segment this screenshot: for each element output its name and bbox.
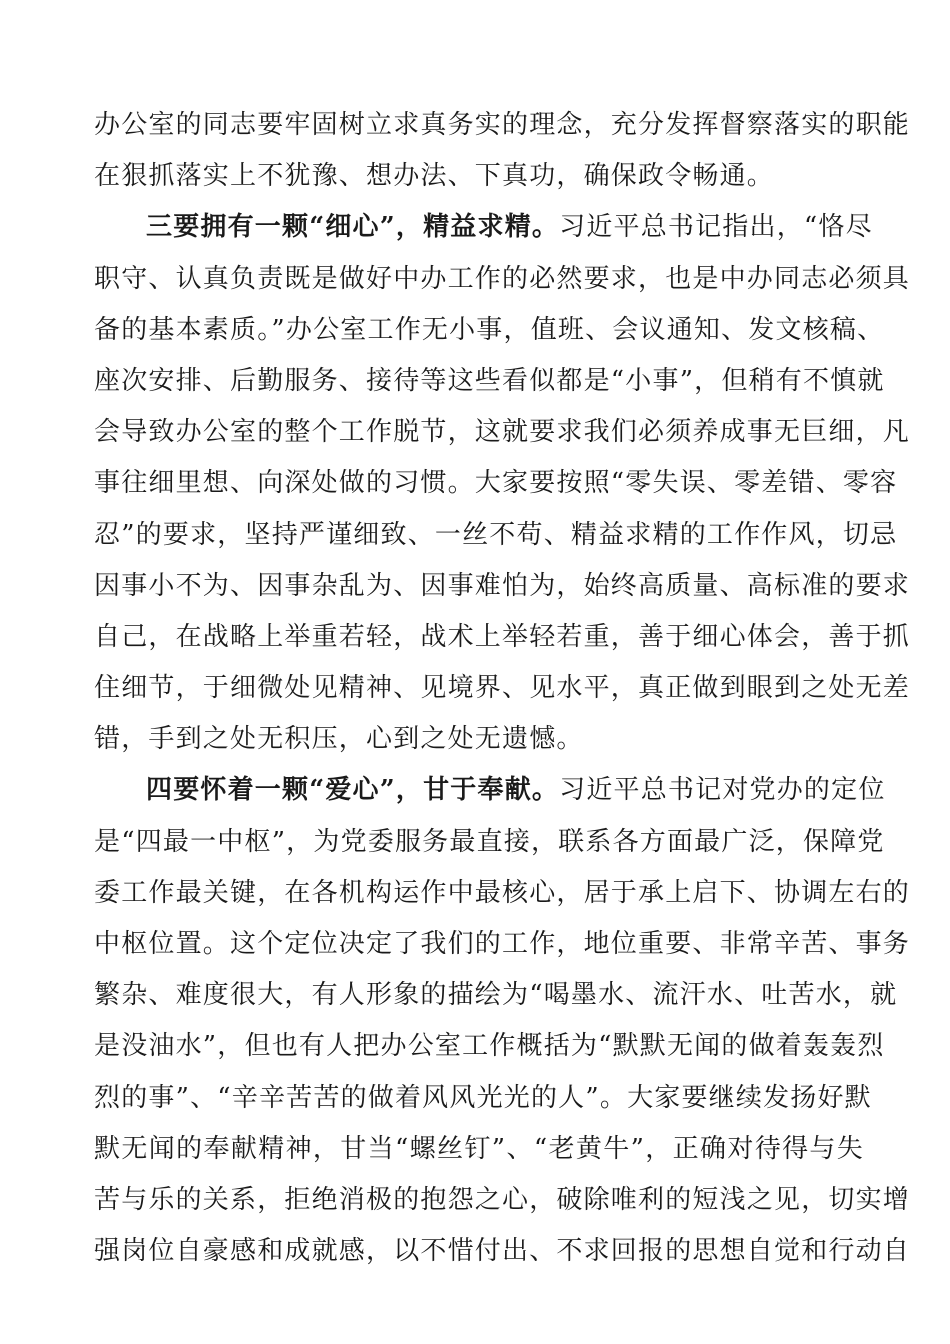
text-line: 在狠抓落实上不犹豫、想办法、下真功，确保政令畅通。 bbox=[94, 161, 775, 192]
text-line: 委工作最关键，在各机构运作中最核心，居于承上启下、协调左右的 bbox=[94, 877, 911, 908]
document-body bbox=[94, 100, 911, 1277]
text-line: 自己，在战略上举重若轻，战术上举轻若重，善于细心体会，善于抓 bbox=[94, 621, 911, 652]
text-line: 职守、认真负责既是做好中办工作的必然要求，也是中办同志必须具 bbox=[94, 263, 911, 294]
text-line: 是“四最一中枢”，为党委服务最直接，联系各方面最广泛，保障党 bbox=[94, 826, 885, 857]
text-span: 习近平总书记指出，“恪尽 bbox=[559, 212, 873, 243]
text-line: 因事小不为、因事杂乱为、因事难怕为，始终高质量、高标准的要求 bbox=[94, 570, 911, 601]
text-line: 住细节，于细微处见精神、见境界、见水平，真正做到眼到之处无差 bbox=[94, 673, 911, 704]
text-line: 烈的事”、“辛辛苦苦的做着风风光光的人”。大家要继续发扬好默 bbox=[94, 1082, 872, 1113]
text-line: 中枢位置。这个定位决定了我们的工作，地位重要、非常辛苦、事务 bbox=[94, 929, 911, 959]
text-line: 默无闻的奉献精神，甘当“螺丝钉”、“老黄牛”，正确对待得与失 bbox=[94, 1133, 864, 1164]
paragraph-careful-heart bbox=[94, 202, 911, 765]
text-span: 习近平总书记对党办的定位 bbox=[559, 775, 886, 806]
text-line: 繁杂、难度很大，有人形象的描绘为“喝墨水、流汗水、吐苦水，就 bbox=[94, 980, 898, 1011]
text-line: 是没油水”，但也有人把办公室工作概括为“默默无闻的做着轰轰烈 bbox=[94, 1031, 885, 1062]
text-line: 座次安排、后勤服务、接待等这些看似都是“小事”，但稍有不慎就 bbox=[94, 365, 885, 396]
text-line: 备的基本素质。”办公室工作无小事，值班、会议通知、发文核稿、 bbox=[94, 314, 885, 345]
text-line: 忍”的要求，坚持严谨细致、一丝不苟、精益求精的工作作风，切忌 bbox=[94, 519, 898, 550]
text-line: 事往细里想、向深处做的习惯。大家要按照“零失误、零差错、零容 bbox=[94, 468, 898, 499]
paragraph-first-line bbox=[94, 765, 886, 816]
paragraph-supervision bbox=[94, 100, 911, 202]
paragraph-first-line bbox=[94, 202, 873, 253]
text-line: 强岗位自豪感和成就感，以不惜付出、不求回报的思想自觉和行动自 bbox=[94, 1236, 911, 1267]
paragraph-heading: 四要怀着一颗“爱心”，甘于奉献。 bbox=[146, 775, 560, 806]
text-line: 错，手到之处无积压，心到之处无遗憾。 bbox=[94, 724, 584, 755]
text-line: 办公室的同志要牢固树立求真务实的理念，充分发挥督察落实的职能 bbox=[94, 110, 911, 140]
paragraph-heading: 三要拥有一颗“细心”，精益求精。 bbox=[146, 212, 560, 243]
text-line: 苦与乐的关系，拒绝消极的抱怨之心，破除唯利的短浅之见，切实增 bbox=[94, 1184, 911, 1215]
text-line: 会导致办公室的整个工作脱节，这就要求我们必须养成事无巨细，凡 bbox=[94, 417, 911, 448]
paragraph-loving-heart bbox=[94, 765, 911, 1277]
